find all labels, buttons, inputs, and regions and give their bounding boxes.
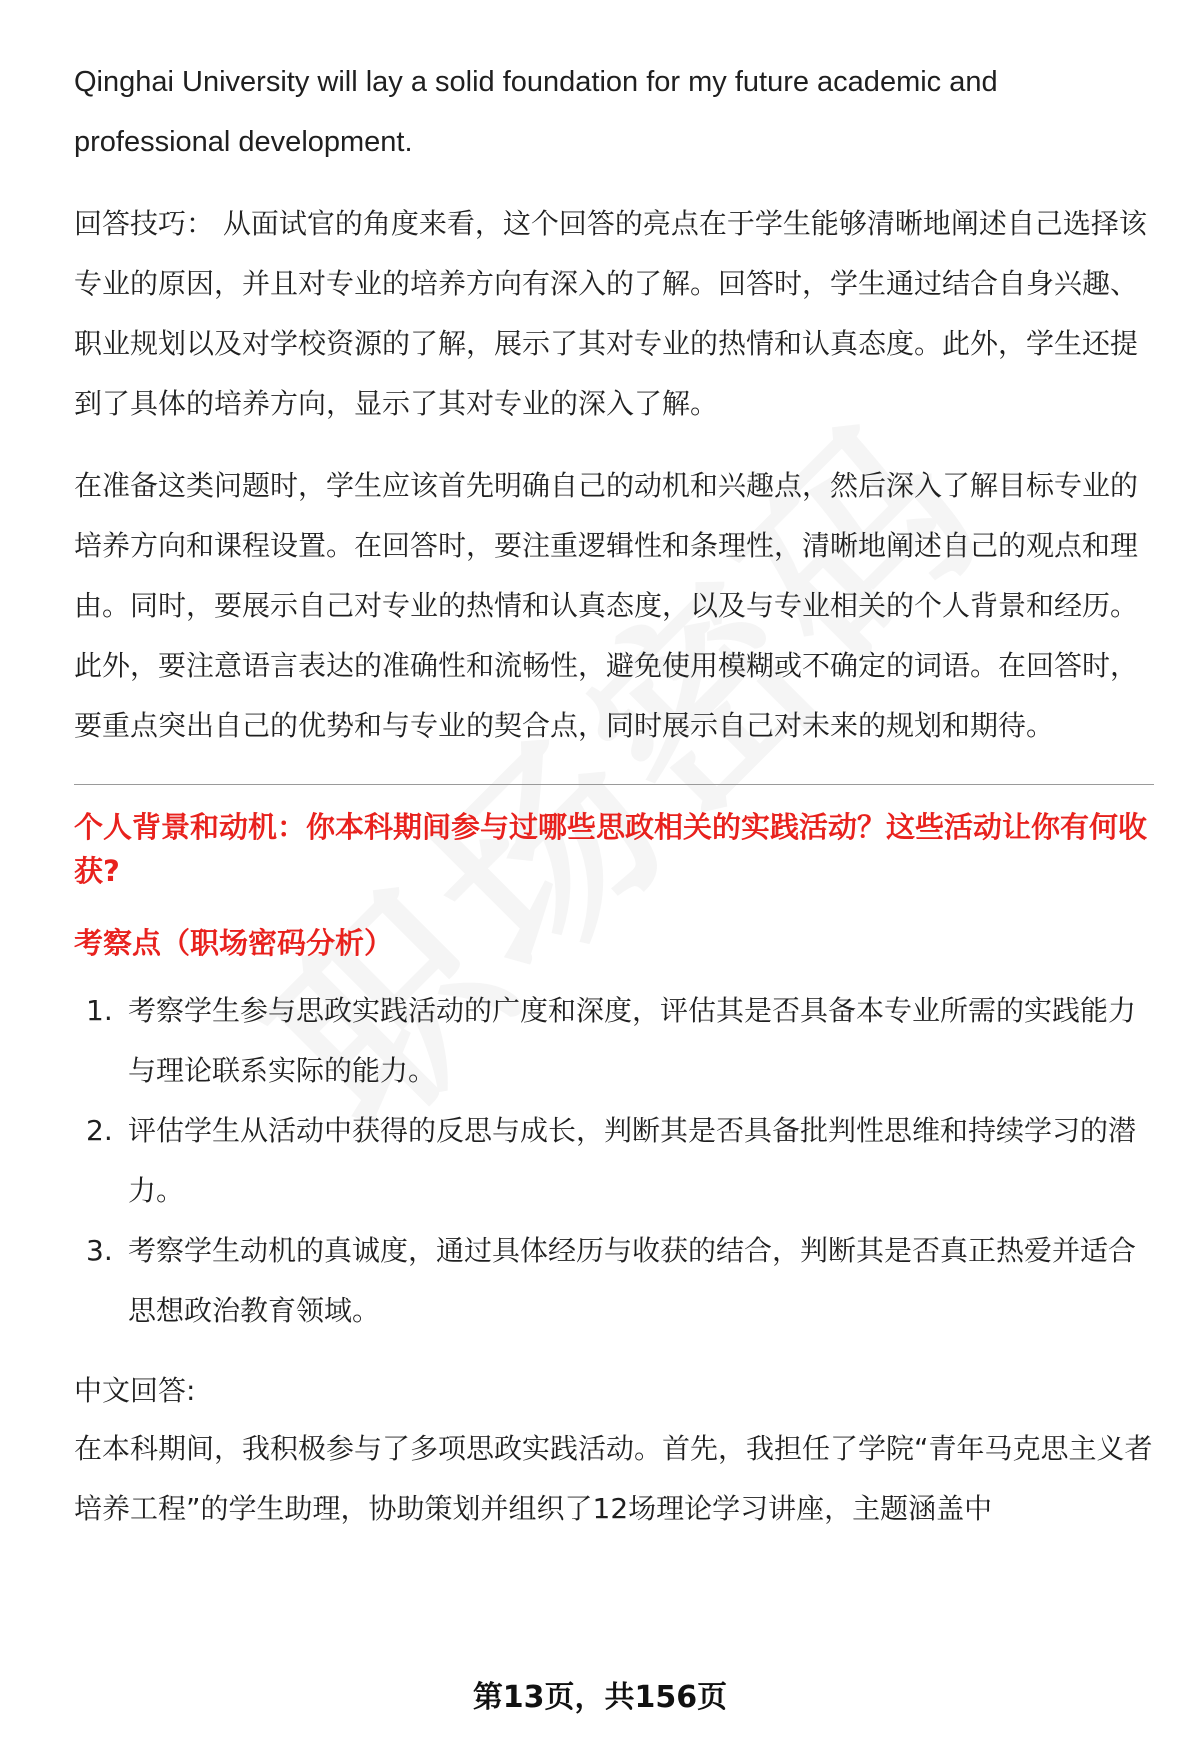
- list-item-text: 评估学生从活动中获得的反思与成长，判断其是否具备批判性思维和持续学习的潜力。: [128, 1114, 1137, 1207]
- question-heading: 个人背景和动机：你本科期间参与过哪些思政相关的实践活动？这些活动让你有何收获?: [74, 810, 1148, 888]
- answer-paragraph: 在本科期间，我积极参与了多项思政实践活动。首先，我担任了学院“青年马克思主义者培养工程”的学生助理，协助策划并组织了12场理论学习讲座，主题涵盖中: [74, 1432, 1153, 1525]
- list-item-text: 考察学生参与思政实践活动的广度和深度，评估其是否具备本专业所需的实践能力与理论联系实际的能力。: [128, 994, 1137, 1087]
- intro-paragraph: Qinghai University will lay a solid foundation for my future academic and professional development.: [74, 66, 998, 158]
- list-item: [74, 1101, 1154, 1221]
- page-content: [74, 52, 1154, 1539]
- list-item: [74, 981, 1154, 1101]
- list-item: [74, 1221, 1154, 1341]
- list-item-number: 3.: [86, 1234, 113, 1267]
- list-item-number: 1.: [86, 994, 113, 1027]
- answer-tip-paragraph: 回答技巧： 从面试官的角度来看，这个回答的亮点在于学生能够清晰地阐述自己选择该专业的原因，并且对专业的培养方向有深入的了解。回答时，学生通过结合自身兴趣、职业规划以及对学校资源的了解，展示了其对专业的热情和认真态度。此外，学生还提到了具体的培养方向，显示了其对专业的深入了解。: [74, 207, 1147, 420]
- list-item-number: 2.: [86, 1114, 113, 1147]
- preparation-paragraph: 在准备这类问题时，学生应该首先明确自己的动机和兴趣点，然后深入了解目标专业的培养方向和课程设置。在回答时，要注重逻辑性和条理性，清晰地阐述自己的观点和理由。同时，要展示自己对专业的热情和认真态度，以及与专业相关的个人背景和经历。此外，要注意语言表达的准确性和流畅性，避免使用模糊或不确定的词语。在回答时，要重点突出自己的优势和与专业的契合点，同时展示自己对未来的规划和期待。: [74, 469, 1139, 742]
- page-number-footer: 第13页，共156页: [472, 1680, 728, 1715]
- list-item-text: 考察学生动机的真诚度，通过具体经历与收获的结合，判断其是否真正热爱并适合思想政治教育领域。: [128, 1234, 1137, 1327]
- section-divider: [74, 784, 1154, 785]
- answer-label: 中文回答:: [74, 1374, 196, 1407]
- analysis-list: [74, 981, 1154, 1341]
- analysis-heading: 考察点（职场密码分析）: [74, 926, 394, 960]
